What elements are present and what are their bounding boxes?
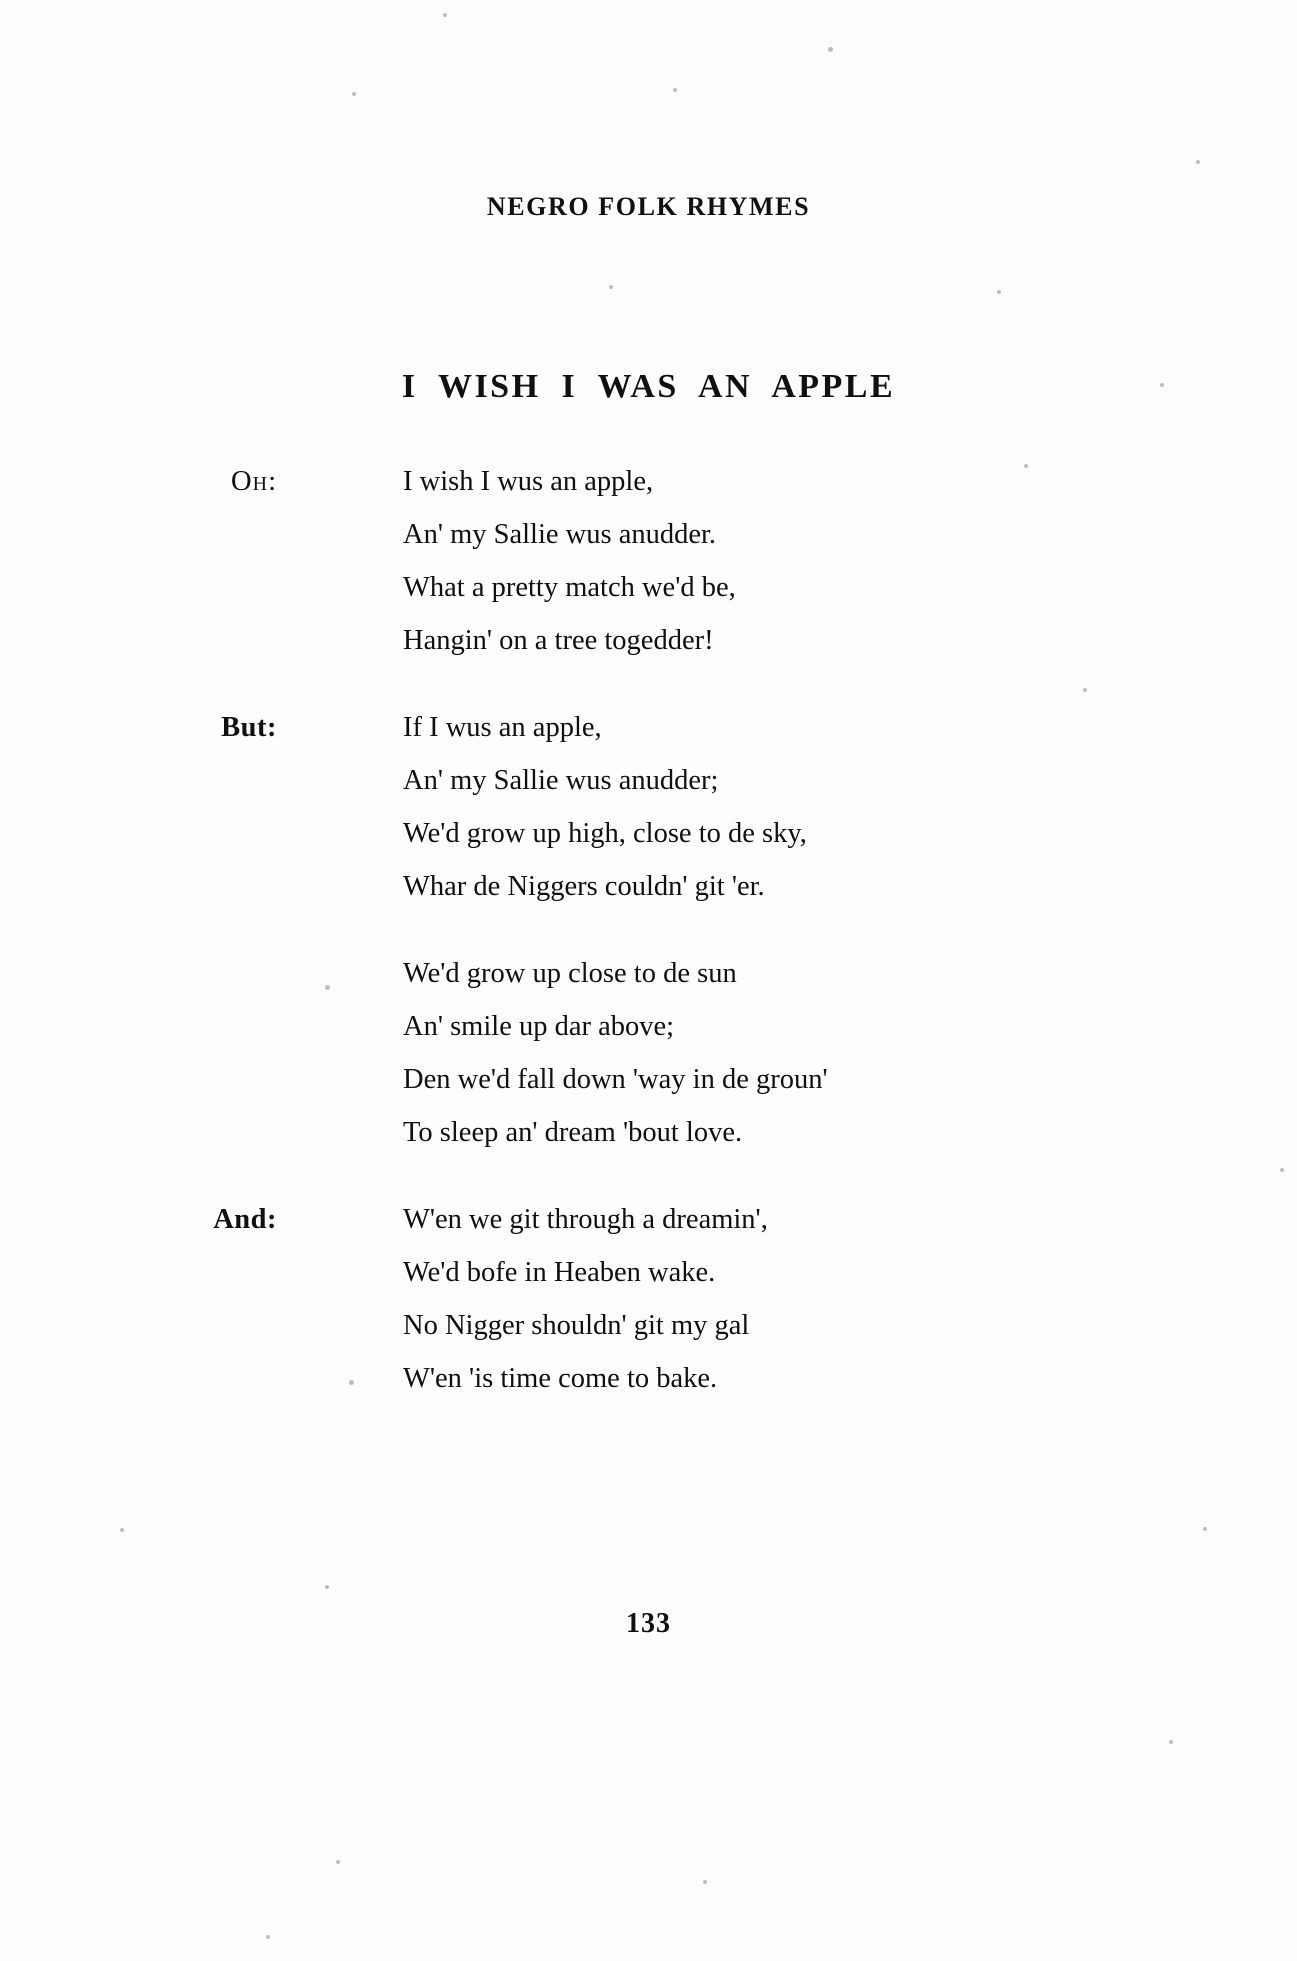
- scan-speck: [336, 1860, 340, 1864]
- stanza: [221, 701, 1045, 913]
- poem-line-text: We'd bofe in Heaben wake.: [403, 1257, 716, 1288]
- poem-line: [285, 614, 1045, 667]
- poem-line-text: W'en 'is time come to bake.: [403, 1363, 718, 1394]
- running-head: NEGRO FOLK RHYMES: [486, 192, 811, 221]
- scan-speck: [266, 1935, 270, 1939]
- poem-line-text: We'd grow up close to de sun: [403, 958, 737, 989]
- speaker-tag: And:: [213, 1204, 277, 1235]
- speaker-tag: But:: [221, 712, 277, 743]
- scan-speck: [609, 285, 613, 289]
- scan-speck: [1169, 1740, 1173, 1744]
- poem-line-text: Den we'd fall down 'way in de groun': [403, 1064, 828, 1095]
- scan-speck: [997, 290, 1001, 294]
- scan-speck: [325, 1585, 329, 1589]
- poem-line: [285, 561, 1045, 614]
- scan-speck: [673, 88, 677, 92]
- poem-line-text: An' my Sallie wus anudder.: [403, 519, 717, 550]
- scan-speck: [120, 1528, 124, 1532]
- poem-line: [285, 947, 1045, 1000]
- poem-line: [285, 860, 1045, 913]
- stanza: [213, 1193, 1045, 1405]
- poem-line-text: What a pretty match we'd be,: [403, 572, 736, 603]
- poem-line: [285, 807, 1045, 860]
- poem-line: [231, 455, 1045, 508]
- poem-line-text: An' my Sallie wus anudder;: [403, 765, 719, 796]
- poem-body: [213, 455, 1045, 1439]
- poem-line-text: W'en we git through a dreamin',: [403, 1204, 768, 1235]
- page-title: I WISH I WAS AN APPLE: [401, 368, 896, 405]
- stanza: [285, 947, 1045, 1159]
- scan-speck: [443, 13, 447, 17]
- poem-line-text: We'd grow up high, close to de sky,: [403, 818, 807, 849]
- scan-speck: [703, 1880, 707, 1884]
- speaker-tag: Oh:: [231, 466, 277, 497]
- stanza: [231, 455, 1045, 667]
- poem-line: [285, 1053, 1045, 1106]
- poem-line: [285, 1352, 1045, 1405]
- poem-line-text: I wish I wus an apple,: [403, 466, 654, 497]
- poem-line-text: To sleep an' dream 'bout love.: [403, 1117, 743, 1148]
- scan-speck: [828, 47, 833, 52]
- scan-speck: [1203, 1527, 1207, 1531]
- poem-line-text: Whar de Niggers couldn' git 'er.: [403, 871, 765, 902]
- scan-speck: [1196, 160, 1200, 164]
- scan-speck: [352, 92, 356, 96]
- scan-speck: [1280, 1168, 1284, 1172]
- poem-line-text: An' smile up dar above;: [403, 1011, 675, 1042]
- scan-speck: [1083, 688, 1087, 692]
- poem-line-text: Hangin' on a tree togedder!: [403, 625, 714, 656]
- poem-line: [285, 754, 1045, 807]
- poem-line-text: If I wus an apple,: [403, 712, 602, 743]
- poem-line: [285, 1000, 1045, 1053]
- poem-line: [285, 1246, 1045, 1299]
- poem-line-text: No Nigger shouldn' git my gal: [403, 1310, 750, 1341]
- poem-line: [285, 1106, 1045, 1159]
- poem-line: [285, 508, 1045, 561]
- poem-line: [221, 701, 1045, 754]
- page-number: 133: [626, 1608, 671, 1639]
- poem-line: [285, 1299, 1045, 1352]
- poem-line: [213, 1193, 1045, 1246]
